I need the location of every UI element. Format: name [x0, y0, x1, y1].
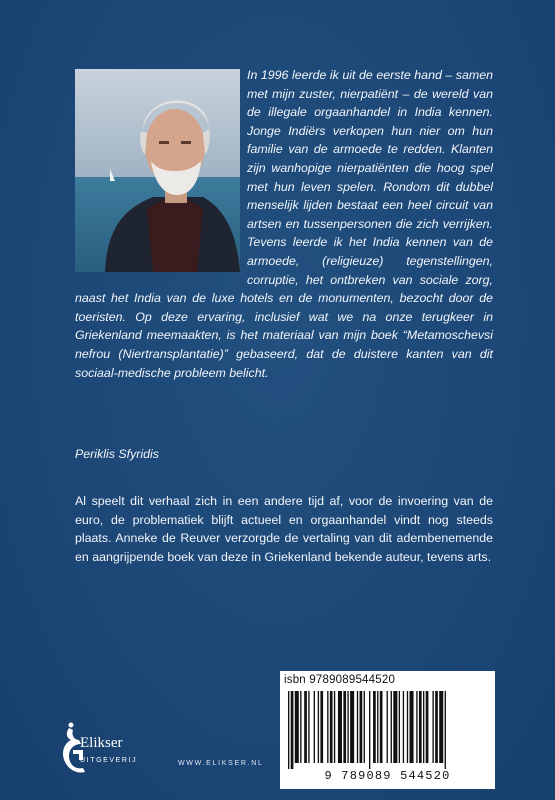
- barcode-bar: [350, 691, 354, 763]
- barcode-bar: [432, 691, 433, 763]
- barcode-bar: [364, 691, 365, 763]
- barcode-bar: [377, 691, 378, 763]
- barcode-bar: [347, 691, 348, 763]
- barcode-bar: [291, 691, 294, 769]
- barcode-bar: [360, 691, 363, 763]
- barcode-bar: [327, 691, 328, 763]
- barcode-bar: [320, 691, 323, 763]
- barcode-bar: [391, 691, 392, 763]
- barcode-bar: [416, 691, 417, 763]
- barcode-bar: [435, 691, 438, 763]
- barcode-bar: [387, 691, 388, 763]
- barcode-bar: [426, 691, 429, 763]
- barcode-bar: [288, 691, 289, 769]
- barcode-bar: [380, 691, 383, 763]
- barcode-bar: [308, 691, 309, 763]
- barcode-bar: [399, 691, 400, 763]
- barcode-bar: [314, 691, 315, 763]
- barcode-bar: [423, 691, 424, 763]
- barcode-bars: [280, 691, 495, 769]
- publisher-name: Elikser: [80, 735, 123, 751]
- barcode-bar: [330, 691, 333, 763]
- barcode-bar: [357, 691, 358, 763]
- barcode-bar: [295, 691, 299, 763]
- barcode-bar: [343, 691, 346, 763]
- barcode-bar: [369, 691, 370, 769]
- barcode-bar: [393, 691, 397, 763]
- barcode: [280, 671, 495, 789]
- barcode-bar: [445, 691, 446, 769]
- barcode-bar: [338, 691, 342, 763]
- barcode-bar: [334, 691, 335, 763]
- author-signature: Periklis Sfyridis: [75, 447, 159, 461]
- publisher-subtitle: UITGEVERIJ: [80, 757, 138, 764]
- isbn-label: isbn 9789089544520: [284, 674, 396, 686]
- barcode-bar: [318, 691, 319, 763]
- barcode-bar: [419, 691, 422, 763]
- publisher-website: WWW.ELIKSER.NL: [178, 760, 264, 767]
- barcode-bar: [373, 691, 376, 763]
- barcode-bar: [439, 691, 443, 763]
- barcode-bar: [410, 691, 414, 763]
- barcode-bar: [403, 691, 404, 763]
- blurb-text: Al speelt dit verhaal zich in een andere tijd af, voor de invoering van de euro, de problematiek blijft actueel en orgaanhandel vindt nog steeds plaats. Anneke de Reuver verzorgde de vertaling van dit adembenemende en aangrijpende boek van deze in Griekenland bekende auteur, tevens arts.: [75, 494, 493, 564]
- barcode-bar: [407, 691, 408, 763]
- barcode-bar: [304, 691, 307, 763]
- author-statement-text: In 1996 leerde ik uit de eerste hand – samen met mijn zuster, nierpatiënt – de wereld van de illegale orgaanhandel in India kennen. Jonge Indiërs verkopen hun nier om hun familie van de armoede te redden. Klanten zijn wanhopige nierpatiënten die hoog spel met hun leven spelen. Rondom dit dubbel menselijk lijden bestaat een heel circuit van artsen en tussenpersonen die zich verrijken. Tevens leerde ik het India kennen van de armoede, (religieuze) tegenstellingen, corruptie, het ontbreken van sociale zorg, naast het India van de luxe hotels en de monumenten, bezocht door de toeristen. Op deze ervaring, inclusief wat we na onze terugkeer in Griekenland meemaakten, is het materiaal van mijn boek “Metamoschevsi nefrou (Niertransplantatie)” gebaseerd, dat de duistere kanten van dit sociaal-medische probleem belicht.: [75, 68, 493, 380]
- barcode-bar: [300, 691, 301, 763]
- author-statement: [75, 66, 493, 382]
- barcode-digits: 9 789089 544520: [324, 769, 451, 783]
